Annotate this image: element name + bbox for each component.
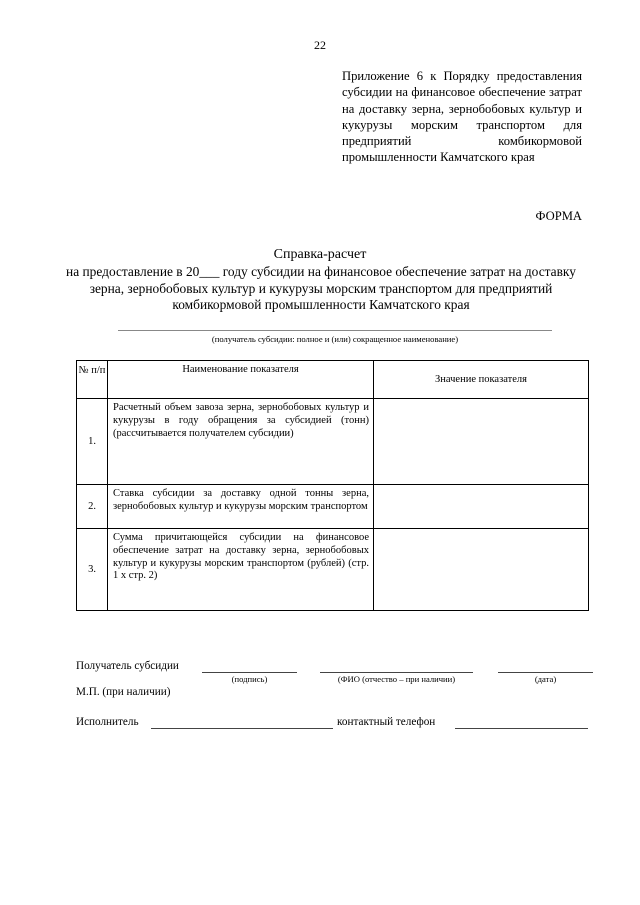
document-subtitle: на предоставление в 20___ году субсидии на финансовое обеспечение затрат на доставку зерна, зернобобовых культур и кукурузы морским транспортом для предприятий комбикормовой промышленности Камчатского края	[66, 264, 576, 312]
row-number: 2.	[77, 485, 108, 529]
stamp-label: М.П. (при наличии)	[76, 686, 171, 698]
signature-caption: (подпись)	[231, 674, 268, 684]
executor-label: Исполнитель	[76, 716, 139, 728]
page-number: 22	[314, 38, 326, 52]
signature-line[interactable]	[202, 672, 297, 673]
header-number: № п/п	[77, 361, 108, 399]
phone-label: контактный телефон	[337, 716, 436, 728]
fio-caption: (ФИО (отчество – при наличии)	[337, 674, 456, 684]
table-row	[77, 485, 589, 529]
recipient-name-line	[118, 330, 552, 331]
row-indicator-name: Расчетный объем завоза зерна, зернобобовых культур и кукурузы в году обращения за субсидией (тонн) (рассчитывается получателем субсидии)	[108, 399, 374, 485]
appendix-reference: Приложение 6 к Порядку предоставления субсидии на финансовое обеспечение затрат на доставку зерна, зернобобовых культур и кукурузы морским транспортом для предприятий комбикормовой промышленности Камчатского края	[342, 69, 582, 165]
row-indicator-name: Ставка субсидии за доставку одной тонны зерна, зернобобовых культур и кукурузы морским транспортом	[108, 485, 374, 529]
row-indicator-value[interactable]	[374, 399, 589, 485]
row-indicator-value[interactable]	[374, 529, 589, 611]
date-line[interactable]	[498, 672, 593, 673]
executor-line[interactable]	[151, 728, 333, 729]
header-indicator-name: Наименование показателя	[108, 361, 374, 399]
header-indicator-value: Значение показателя	[374, 361, 589, 399]
document-title: Справка-расчет	[273, 247, 367, 262]
recipient-caption: (получатель субсидии: полное и (или) сокращенное наименование)	[211, 334, 459, 344]
date-caption: (дата)	[534, 674, 557, 684]
row-indicator-value[interactable]	[374, 485, 589, 529]
table-row	[77, 529, 589, 611]
phone-line[interactable]	[455, 728, 588, 729]
recipient-label: Получатель субсидии	[76, 660, 179, 672]
form-label: ФОРМА	[535, 209, 582, 223]
table-header-row	[77, 361, 589, 399]
fio-line[interactable]	[320, 672, 473, 673]
row-indicator-name: Сумма причитающейся субсидии на финансовое обеспечение затрат на доставку зерна, зернобобовых культур и кукурузы морским транспортом (рублей) (стр. 1 х стр. 2)	[108, 529, 374, 611]
row-number: 3.	[77, 529, 108, 611]
table-row	[77, 399, 589, 485]
indicators-table	[76, 360, 589, 611]
row-number: 1.	[77, 399, 108, 485]
